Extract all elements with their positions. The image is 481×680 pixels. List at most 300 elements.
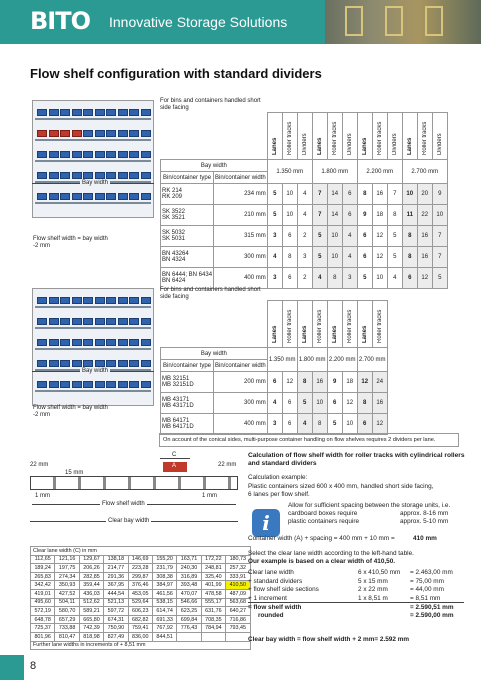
t2-cell: 12 [357,372,372,393]
calc-line-label: + 1 increment [248,594,287,602]
t1-cell: 4 [297,205,312,226]
clw-cell: 180,73 [226,555,250,564]
table-row [31,589,251,598]
t2-row-type: MB 32151 MB 32151D [161,372,214,393]
calc-rounded-value: = 2.590,00 mm [410,612,454,619]
calc-line-label: + standard dividers [248,577,303,585]
t2-cell: 8 [312,414,327,435]
t1-cell: 11 [402,205,417,226]
t2-caption: For bins and containers handled short side facing [160,287,261,300]
diag-22mm-right: 22 mm [218,462,237,468]
t1-row-width: 234 mm [214,184,268,205]
t2-note: On account of the conical sides, multi-purpose container handling on flow shelves requires 2 dividers per lane. [159,433,459,447]
clw-cell: 129,67 [79,555,103,564]
calc-line-label: + flow shelf side sections [248,586,319,593]
table-row [31,564,251,573]
t1-row-width: 400 mm [214,268,268,289]
table-row [31,581,251,590]
calc-plastic: plastic containers require [288,518,360,525]
t1-cell: 6 [357,247,372,268]
t1-cell: 6 [342,205,357,226]
calc-line-result: = 44,00 mm [410,586,444,593]
t2-subhead: Roller tracks [346,309,353,343]
clw-cell: 512,62 [79,598,103,607]
t2-cell: 16 [372,393,387,414]
clw-cell: 367,95 [104,581,128,590]
t2-cell: 5 [297,393,312,414]
page-title: Flow shelf configuration with standard dividers [30,66,322,81]
calc-formula-value: 410 mm [413,535,437,542]
t1-cell: 10 [282,184,297,205]
clw-cell: 750,90 [104,624,128,633]
calc-select: Select the clear lane width according to the left-hand table. [248,550,414,557]
t2-bay-width-label: Bay width [82,368,109,374]
clw-cell: 827,49 [104,632,128,641]
t1-width-3: 2.700 mm [402,160,447,184]
clw-cell: 401,99 [201,581,225,590]
clw-cell: 495,60 [31,598,55,607]
calc-example: Calculation example: [248,474,308,481]
t1-row-width: 300 mm [214,247,268,268]
diag-shelf-profile [30,476,238,490]
diag-22mm-left: 22 mm [30,462,49,468]
t2-subhead: Roller tracks [376,309,383,343]
calc-fsw-label: = flow shelf width [248,604,302,611]
t1-cell: 12 [417,268,432,289]
table-row [161,226,448,247]
shelf-illustration-1 [32,100,154,218]
t1-cell: 5 [267,205,282,226]
t1-cell: 5 [312,247,327,268]
clw-foot: Further lane widths in increments of + 8,51 mm [31,641,251,650]
t2-bay-width-head: Bay width [161,348,268,360]
t2-flow-shelf-note: Flow shelf width = bay width -2 mm [33,405,108,418]
t1-cell: 5 [357,268,372,289]
clw-cell: 214,77 [104,564,128,573]
clw-head: Clear lane width (C) in mm [31,547,251,556]
t1-cell: 5 [432,268,447,289]
t1-cell: 3 [297,247,312,268]
clw-cell: 138,18 [104,555,128,564]
table-row [161,268,448,289]
clw-cell: 299,87 [128,572,152,581]
calc-ex1: Plastic containers sized 600 x 400 mm, handled short side facing, [248,483,434,490]
table-row [161,205,448,226]
t1-cell: 16 [372,184,387,205]
clw-cell [177,632,201,641]
t2-cell: 10 [312,393,327,414]
table-row [161,247,448,268]
clw-cell: 410,50 [226,581,250,590]
t1-cell: 3 [342,268,357,289]
table-row [31,624,251,633]
calc-line-result: = 75,00 mm [410,577,444,585]
t1-cell: 3 [267,268,282,289]
table-row [31,615,251,624]
t2-width-1: 1.800 mm [297,348,327,372]
clw-cell: 759,41 [128,624,152,633]
t1-cell: 8 [402,247,417,268]
clw-cell: 419,01 [31,589,55,598]
clw-cell: 538,15 [152,598,176,607]
t1-cell: 10 [327,226,342,247]
t2-bin-width-head: Bin/container width [214,360,268,372]
t1-cell: 10 [327,247,342,268]
t2-row-width: 400 mm [214,414,268,435]
t1-cell: 6 [282,226,297,247]
header-tagline: Innovative Storage Solutions [109,14,288,30]
t2-cell: 4 [267,393,282,414]
t1-cell: 5 [267,184,282,205]
clw-cell: 563,68 [226,598,250,607]
config-table-1 [160,112,448,289]
clw-cell: 810,47 [55,632,79,641]
clw-cell: 384,97 [152,581,176,590]
t1-subhead: Lanes [361,137,368,155]
info-icon: i [252,509,280,537]
t2-cell: 6 [282,393,297,414]
t2-cell: 6 [267,372,282,393]
calc-formula: Container width (A) + spacing = 400 mm + 10 mm = [248,535,395,542]
t2-subhead: Lanes [361,325,368,343]
calc-heading: Calculation of flow shelf width for roller tracks with cylindrical rollers and standard dividers [248,452,465,467]
clw-cell: 657,29 [55,615,79,624]
t1-subhead: Roller tracks [331,121,338,155]
t1-cell: 12 [372,247,387,268]
t1-cell: 4 [297,184,312,205]
calc-line-mid: 5 x 15 mm [358,577,388,585]
clw-cell: 572,19 [31,607,55,616]
diag-clear-bay-width: Clear bay width [108,518,150,524]
clw-cell: 733,88 [55,624,79,633]
t1-subhead: Lanes [316,137,323,155]
t1-cell: 6 [357,226,372,247]
clw-cell: 248,81 [201,564,225,573]
clw-cell: 742,39 [79,624,103,633]
t1-cell: 6 [282,268,297,289]
clw-cell: 121,16 [55,555,79,564]
t1-cell: 7 [312,184,327,205]
t1-subhead: Dividers [301,133,308,155]
clw-cell: 325,40 [201,572,225,581]
clw-cell: 836,00 [128,632,152,641]
t2-cell: 16 [312,372,327,393]
clw-cell: 631,76 [201,607,225,616]
t2-cell: 4 [297,414,312,435]
clw-cell: 206,26 [79,564,103,573]
t1-subhead: Roller tracks [421,121,428,155]
table-row [161,184,448,205]
t1-cell: 5 [312,226,327,247]
table-row [31,572,251,581]
t1-bin-type-head: Bin/container type [161,172,214,184]
t2-cell: 18 [342,372,357,393]
t1-cell: 10 [402,184,417,205]
t2-cell: 6 [282,414,297,435]
table-row [31,555,251,564]
clw-cell: 614,74 [152,607,176,616]
clw-cell: 350,93 [55,581,79,590]
t2-cell: 5 [327,414,342,435]
t1-row-type: RK 214 RK 209 [161,184,214,205]
t1-cell: 9 [432,184,447,205]
t1-cell: 7 [387,184,402,205]
t1-cell: 16 [417,226,432,247]
t2-bin-type-head: Bin/container type [161,360,214,372]
t1-subhead: Dividers [346,133,353,155]
calc-line-mid: 1 x 8,51 m [358,594,388,602]
clw-cell: 716,86 [226,615,250,624]
clw-cell: 606,23 [128,607,152,616]
t2-cell: 6 [357,414,372,435]
calc-cardboard: cardboard boxes require [288,510,358,517]
t1-row-type: BN 43264 BN 4324 [161,247,214,268]
clw-cell: 393,48 [177,581,201,590]
diag-15mm: 15 mm [65,470,84,476]
diag-1mm-right: 1 mm [202,493,217,499]
t2-cell: 3 [267,414,282,435]
t1-row-width: 315 mm [214,226,268,247]
t1-subhead: Roller tracks [286,121,293,155]
clw-cell: 231,79 [152,564,176,573]
t1-row-type: SK 3522 SK 3521 [161,205,214,226]
clw-cell: 640,27 [226,607,250,616]
t1-cell: 14 [327,184,342,205]
clw-cell: 112,65 [31,555,55,564]
t1-cell: 4 [342,247,357,268]
t1-cell: 4 [267,247,282,268]
t2-subhead: Lanes [301,325,308,343]
t2-width-0: 1.350 mm [267,348,297,372]
clw-cell: 801,96 [31,632,55,641]
clw-cell: 376,46 [128,581,152,590]
clw-cell: 470,07 [177,589,201,598]
clw-cell: 487,09 [226,589,250,598]
calc-ex2: 6 lanes per flow shelf. [248,491,310,498]
calc-clear-bay: Clear bay width = flow shelf width + 2 mm= 2.592 mm [248,636,410,643]
clw-cell: 589,21 [79,607,103,616]
clw-cell: 155,20 [152,555,176,564]
footer-bar [0,655,24,680]
clw-cell: 436,03 [79,589,103,598]
t2-subhead: Roller tracks [286,309,293,343]
clw-cell: 767,92 [152,624,176,633]
calc-line-label: Clear lane width [248,569,294,576]
clw-cell: 453,05 [128,589,152,598]
t1-cell: 5 [387,247,402,268]
config-table-2 [160,300,388,435]
clw-cell: 282,85 [79,572,103,581]
t1-cell: 2 [297,226,312,247]
t2-cell: 10 [342,414,357,435]
t1-cell: 8 [327,268,342,289]
t1-cell: 8 [357,184,372,205]
clw-cell: 146,69 [128,555,152,564]
clw-cell: 504,11 [55,598,79,607]
calc-rounded-label: rounded [258,612,284,619]
t1-flow-shelf-note: Flow shelf width = bay width -2 mm [33,236,108,249]
t1-cell: 8 [282,247,297,268]
t1-cell: 6 [402,268,417,289]
header-photo [325,0,481,44]
header-banner [0,0,481,44]
clw-cell: 461,56 [152,589,176,598]
t1-cell: 7 [312,205,327,226]
clw-cell: 725,37 [31,624,55,633]
calc-fsw-value: = 2.590,51 mm [410,604,454,611]
clw-cell: 444,54 [104,589,128,598]
table-row [161,393,388,414]
clw-cell: 708,35 [201,615,225,624]
clw-cell: 776,43 [177,624,201,633]
t1-cell: 14 [327,205,342,226]
clear-lane-width-table [30,546,251,650]
calc-plastic-value: approx. 5-10 mm [400,518,449,525]
clw-cell: 784,94 [201,624,225,633]
t1-cell: 3 [267,226,282,247]
t2-row-type: MB 64171 MB 64171D [161,414,214,435]
clw-cell [201,632,225,641]
clw-cell: 274,34 [55,572,79,581]
t1-cell: 8 [402,226,417,247]
t1-width-0: 1.350 mm [267,160,312,184]
calc-line-mid: 2 x 22 mm [358,586,388,593]
t1-width-1: 1.800 mm [312,160,357,184]
clw-cell: 308,38 [152,572,176,581]
t1-cell: 10 [432,205,447,226]
clw-cell: 555,17 [201,598,225,607]
t2-width-3: 2.700 mm [357,348,387,372]
t1-row-type: BN 6444; BN 6434 BN 6424 [161,268,214,289]
calc-based: Our example is based on a clear width of 410,50. [248,558,396,565]
t2-cell: 24 [372,372,387,393]
t2-cell: 9 [327,372,342,393]
t2-row-width: 300 mm [214,393,268,414]
t1-cell: 20 [417,184,432,205]
t2-subhead: Lanes [331,325,338,343]
clw-cell: 427,52 [55,589,79,598]
clw-cell: 818,98 [79,632,103,641]
t1-bay-width-label: Bay width [82,180,109,186]
clw-cell: 529,64 [128,598,152,607]
t1-cell: 22 [417,205,432,226]
diag-flow-shelf-width: Flow shelf width [102,501,145,507]
t1-cell: 8 [387,205,402,226]
t1-row-width: 210 mm [214,205,268,226]
t2-cell: 12 [282,372,297,393]
t1-cell: 10 [372,268,387,289]
t2-row-type: MB 43171 MB 43171D [161,393,214,414]
t1-caption: For bins and containers handled short side facing [160,98,261,111]
clw-cell: 682,82 [128,615,152,624]
shelf-illustration-2 [32,288,154,406]
table-row [31,598,251,607]
t1-cell: 4 [342,226,357,247]
t1-cell: 7 [432,226,447,247]
diag-c: C [172,452,177,458]
diag-1mm-left: 1 mm [35,493,50,499]
clw-cell: 793,45 [226,624,250,633]
t1-subhead: Dividers [391,133,398,155]
calc-allow: Allow for sufficient spacing between the storage units, i.e. [288,502,451,509]
clw-cell: 546,66 [177,598,201,607]
calc-line-mid: 6 x 410,50 mm [358,569,401,576]
t2-cell: 8 [297,372,312,393]
t1-cell: 6 [342,184,357,205]
clw-cell: 172,22 [201,555,225,564]
clw-cell: 333,91 [226,572,250,581]
t2-subhead: Roller tracks [316,309,323,343]
t1-cell: 5 [387,226,402,247]
clw-cell: 265,83 [31,572,55,581]
clw-cell: 223,28 [128,564,152,573]
t1-width-2: 2.200 mm [357,160,402,184]
t1-cell: 9 [357,205,372,226]
t1-bin-width-head: Bin/container width [214,172,268,184]
clw-cell: 665,80 [79,615,103,624]
clw-cell: 478,58 [201,589,225,598]
t1-subhead: Lanes [406,137,413,155]
clw-cell: 699,84 [177,615,201,624]
clw-cell: 163,71 [177,555,201,564]
t2-cell: 8 [357,393,372,414]
bito-logo: BITO [30,7,90,35]
t2-subhead: Lanes [271,325,278,343]
t1-row-type: SK 5032 SK 5031 [161,226,214,247]
clw-cell: 197,75 [55,564,79,573]
t1-subhead: Dividers [436,133,443,155]
table-row [31,607,251,616]
t1-cell: 16 [417,247,432,268]
clw-cell: 342,42 [31,581,55,590]
calc-line-result: = 8,51 mm [410,594,441,602]
table-row [161,414,388,435]
t1-cell: 4 [387,268,402,289]
t1-subhead: Roller tracks [376,121,383,155]
clw-cell: 240,30 [177,564,201,573]
t1-cell: 2 [297,268,312,289]
t1-cell: 12 [372,226,387,247]
clw-cell [226,632,250,641]
diag-a: A [172,463,177,469]
clw-cell: 648,78 [31,615,55,624]
t1-subhead: Lanes [271,137,278,155]
table-row [31,632,251,641]
t1-cell: 7 [432,247,447,268]
t1-cell: 10 [282,205,297,226]
t1-cell: 18 [372,205,387,226]
clw-cell: 844,51 [152,632,176,641]
page-number: 8 [30,660,37,672]
t2-cell: 6 [327,393,342,414]
t1-cell: 4 [312,268,327,289]
t2-row-width: 200 mm [214,372,268,393]
clw-cell: 597,72 [104,607,128,616]
calc-cardboard-value: approx. 8-16 mm [400,510,449,517]
t2-cell: 12 [342,393,357,414]
clw-cell: 189,24 [31,564,55,573]
clw-cell: 257,32 [226,564,250,573]
clw-cell: 359,44 [79,581,103,590]
clw-cell: 316,89 [177,572,201,581]
clw-cell: 291,36 [104,572,128,581]
calc-line-result: = 2.463,00 mm [410,569,453,576]
clw-cell: 691,33 [152,615,176,624]
t2-width-2: 2.200 mm [327,348,357,372]
clw-cell: 623,25 [177,607,201,616]
clw-cell: 521,13 [104,598,128,607]
t2-cell: 12 [372,414,387,435]
